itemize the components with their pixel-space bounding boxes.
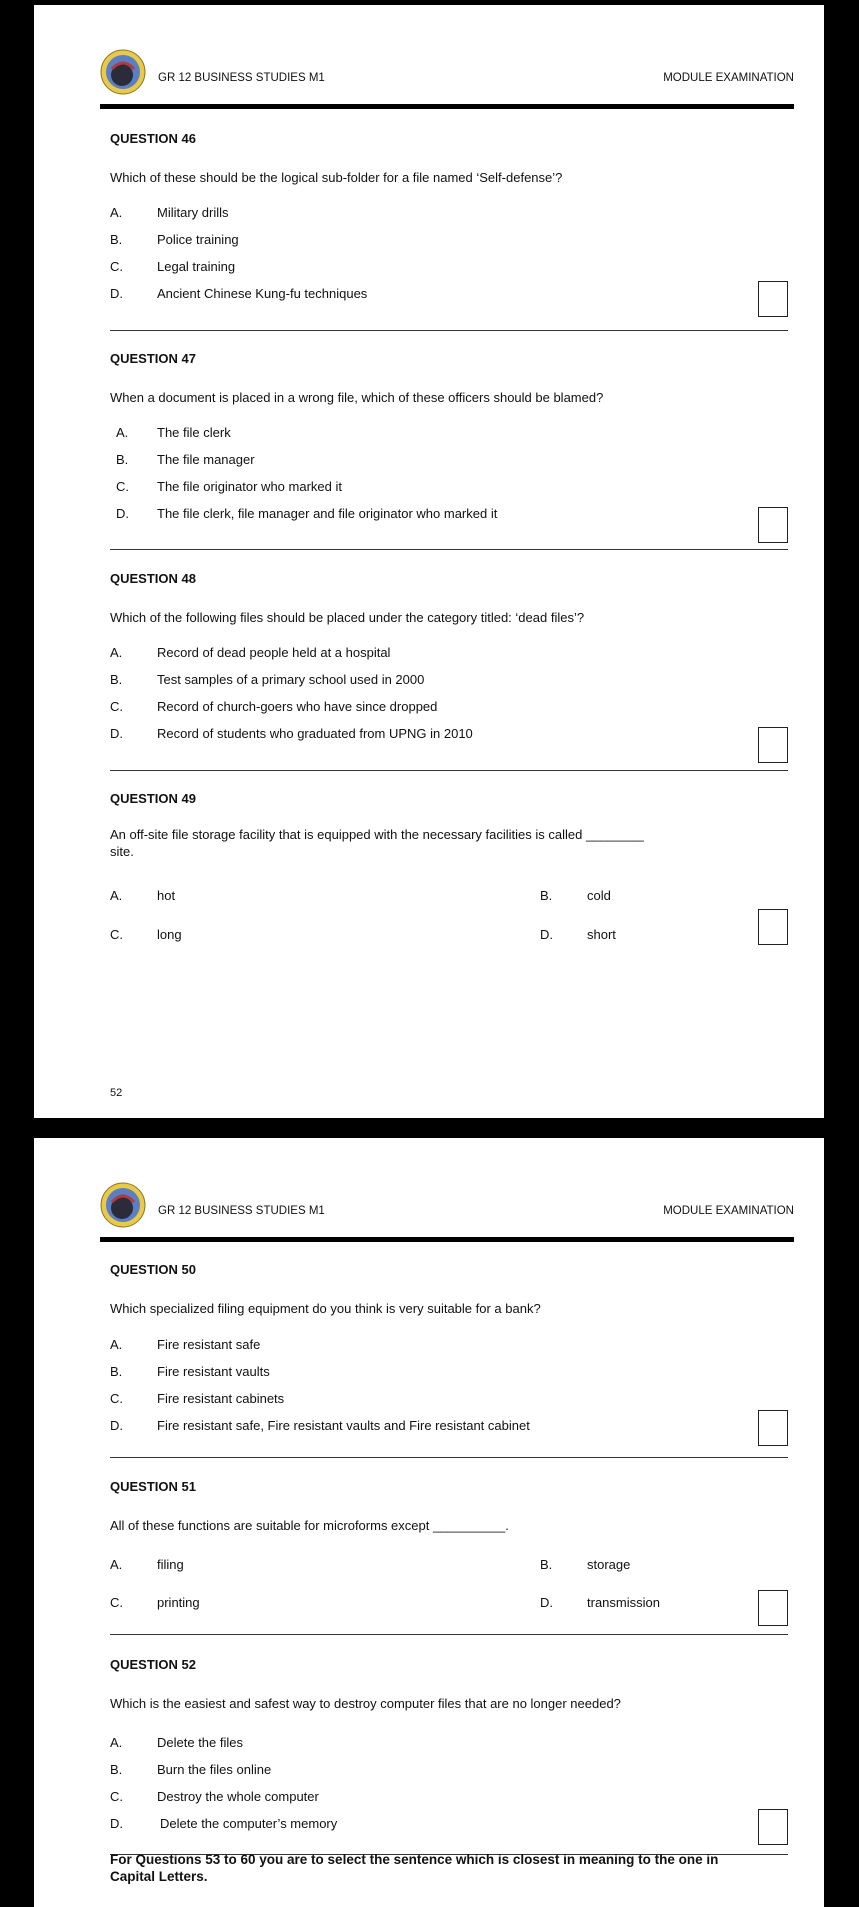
question-divider [110,330,788,331]
question-text: Which is the easiest and safest way to destroy computer files that are no longer needed? [110,1696,621,1711]
question-46: QUESTION 46 Which of these should be the logical sub-folder for a file named ‘Self-defense’? A. Military drills B. Police training C. Legal training D. Ancient Chinese Kung-fu techniques [110,131,788,331]
page-header [100,49,794,109]
question-49: QUESTION 49 An off-site file storage facility that is equipped with the necessary facilities is called ________ site. A. hot B. cold C. long D. short [110,791,788,951]
question-50: QUESTION 50 Which specialized filing equipment do you think is very suitable for a bank? A. Fire resistant safe B. Fire resistant vaults C. Fire resistant cabinets D. Fire resistant safe, Fire resistant vaults and Fire resistant cabinet [110,1262,788,1462]
question-text-line-2: site. [110,844,134,859]
header-course-title: GR 12 BUSINESS STUDIES M1 [158,72,325,84]
question-text: All of these functions are suitable for microforms except __________. [110,1518,509,1533]
question-title: QUESTION 52 [110,1657,196,1672]
header-exam-title: MODULE EXAMINATION [663,1205,794,1217]
question-title: QUESTION 49 [110,791,196,806]
answer-box[interactable] [758,909,788,945]
answer-box[interactable] [758,1809,788,1845]
exam-page-1 [34,5,824,1118]
question-title: QUESTION 48 [110,571,196,586]
header-divider [100,104,794,109]
question-47: QUESTION 47 When a document is placed in a wrong file, which of these officers should be blamed? A. The file clerk B. The file manager C. The file originator who marked it D. The file clerk, file manager and file originator who marked it [110,351,788,551]
page-header [100,1182,794,1242]
question-text [110,826,644,860]
header-course-title: GR 12 BUSINESS STUDIES M1 [158,1205,325,1217]
question-text: When a document is placed in a wrong file, which of these officers should be blamed? [110,390,604,405]
answer-box[interactable] [758,1410,788,1446]
question-title: QUESTION 50 [110,1262,196,1277]
question-text: Which of the following files should be placed under the category titled: ‘dead files’? [110,610,585,625]
exam-page-2 [34,1138,824,1907]
section-instruction: For Questions 53 to 60 you are to select the sentence which is closest in meaning to the one in Capital Letters. [110,1852,719,1884]
school-crest-logo [100,1182,146,1228]
question-text-line-1: An off-site file storage facility that is equipped with the necessary facilities is called ________ [110,827,644,842]
question-51: QUESTION 51 All of these functions are suitable for microforms except __________. A. filing B. storage C. printing D. transmission [110,1479,788,1659]
answer-box[interactable] [758,281,788,317]
question-divider [110,1634,788,1635]
question-title: QUESTION 46 [110,131,196,146]
question-48: QUESTION 48 Which of the following files should be placed under the category titled: ‘dead files’? A. Record of dead people held at a hospital B. Test samples of a primary school used in 2000 C. Record of church-goers who have since dropped D. Record of students who graduated from UPNG in 2010 [110,571,788,771]
page-number: 52 [110,1087,123,1099]
question-divider [110,549,788,550]
question-text: Which of these should be the logical sub-folder for a file named ‘Self-defense’? [110,170,563,185]
answer-box[interactable] [758,1590,788,1626]
question-title: QUESTION 51 [110,1479,196,1494]
answer-box[interactable] [758,507,788,543]
school-crest-logo [100,49,146,95]
answer-box[interactable] [758,727,788,763]
question-text: Which specialized filing equipment do you think is very suitable for a bank? [110,1301,541,1316]
question-divider [110,770,788,771]
question-52: QUESTION 52 Which is the easiest and safest way to destroy computer files that are no longer needed? A. Delete the files B. Burn the files online C. Destroy the whole computer D. Delete the computer’s memory [110,1657,788,1837]
header-divider [100,1237,794,1242]
header-exam-title: MODULE EXAMINATION [663,72,794,84]
question-title: QUESTION 47 [110,351,196,366]
question-divider [110,1457,788,1458]
